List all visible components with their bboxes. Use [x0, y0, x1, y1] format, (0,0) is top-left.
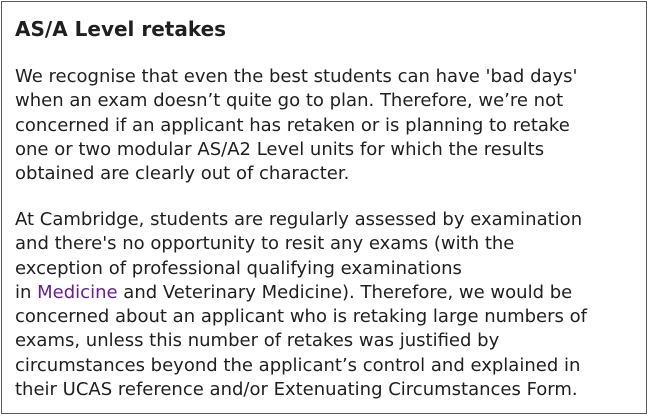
paragraph-line: and there's no opportunity to resit any exams (with the [15, 233, 515, 255]
line-prefix-text: in [15, 281, 38, 303]
paragraph-cambridge-assessment [15, 208, 587, 402]
paragraph-line: exams, unless this number of retakes was justified by [15, 330, 500, 352]
paragraph-line: concerned if an applicant has retaken or is planning to retake [15, 114, 570, 136]
paragraph-line-with-link [15, 281, 587, 305]
section-heading: AS/A Level retakes [15, 17, 227, 41]
paragraph-line: circumstances beyond the applicant’s control and explained in [15, 354, 581, 376]
paragraph-line: concerned about an applicant who is retaking large numbers of [15, 306, 587, 328]
paragraph-line: one or two modular AS/A2 Level units for which the results [15, 138, 545, 160]
paragraph-line: their UCAS reference and/or Extenuating Circumstances Form. [15, 379, 578, 401]
paragraph-retakes-policy [15, 65, 578, 186]
paragraph-line: We recognise that even the best students can have 'bad days' [15, 66, 578, 87]
medicine-link[interactable]: Medicine [37, 281, 118, 303]
paragraph-line: exception of professional qualifying examinations [15, 257, 462, 279]
paragraph-line: obtained are clearly out of character. [15, 163, 350, 185]
content-box [1, 1, 647, 414]
paragraph-line: when an exam doesn’t quite go to plan. Therefore, we’re not [15, 90, 564, 112]
paragraph-line: At Cambridge, students are regularly assessed by examination [15, 209, 583, 230]
line-suffix-text: and Veterinary Medicine). Therefore, we would be [117, 281, 573, 303]
